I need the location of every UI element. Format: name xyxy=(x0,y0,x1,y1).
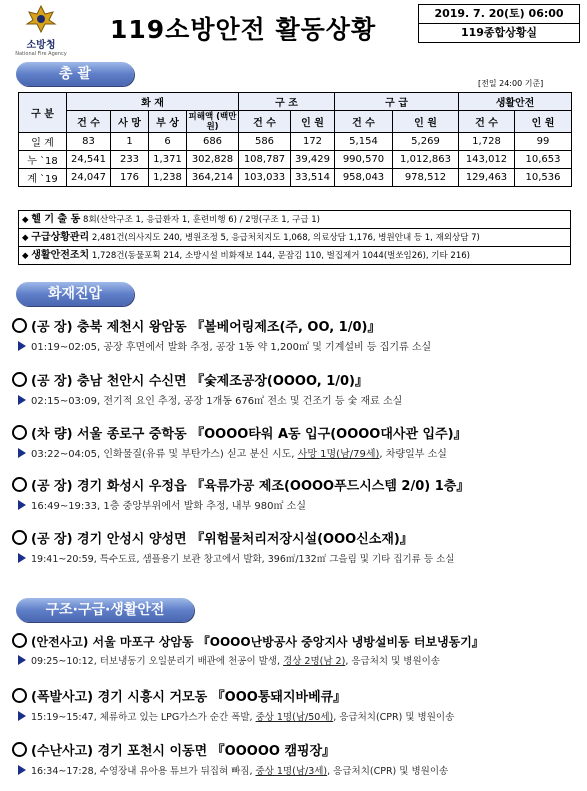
triangle-bullet-icon xyxy=(18,448,26,458)
table-cell: 83 xyxy=(67,133,111,151)
fire-incident xyxy=(12,425,578,465)
casualty-text: 사망 1명(남/79세) xyxy=(297,449,380,460)
col-header: 인 원 xyxy=(515,111,572,133)
casualty-text: 경상 2명(남 2) xyxy=(283,656,346,667)
incident-detail-tail: , 차량일부 소실 xyxy=(379,449,447,460)
report-date: 2019. 7. 20(토) 06:00 xyxy=(434,7,564,20)
table-cell: 364,214 xyxy=(187,169,239,187)
row-label: 일 계 xyxy=(19,133,67,151)
group-fire: 화 재 xyxy=(67,93,239,111)
circle-bullet-icon xyxy=(12,425,27,440)
casualty-text: 중상 1명(남/50세) xyxy=(255,712,334,723)
circle-bullet-icon xyxy=(12,633,27,648)
summary-table xyxy=(18,92,572,187)
incident-detail: 01:19~02:05, 공장 후면에서 발화 추정, 공장 1동 약 1,200㎡ 및 기계설비 등 집기류 소실 xyxy=(31,342,432,353)
incident-detail: 09:25~10:12, 터보냉동기 오일분리기 배관에 천공이 발생, xyxy=(31,656,284,667)
section-fire: 화재진압 xyxy=(16,282,134,306)
table-cell: 5,269 xyxy=(393,133,459,151)
office-name: 119종합상황실 xyxy=(419,23,579,42)
fire-incident xyxy=(12,530,578,570)
incident-title: (차 량) 서울 종로구 중학동 『OOOO타워 A동 입구(OOOO대사관 입주)』 xyxy=(31,427,467,442)
emblem-icon xyxy=(23,4,59,34)
col-header: 건 수 xyxy=(239,111,291,133)
incident-detail-tail: , 응급처치 및 병원이송 xyxy=(345,656,440,667)
table-row xyxy=(19,151,572,169)
section-rescue: 구조·구급·생활안전 xyxy=(16,598,194,622)
table-cell: 958,043 xyxy=(335,169,393,187)
rescue-incident xyxy=(12,742,578,782)
table-cell: 99 xyxy=(515,133,572,151)
section-summary: 총 괄 xyxy=(16,62,134,86)
table-cell: 10,653 xyxy=(515,151,572,169)
incident-title: (폭발사고) 경기 시흥시 거모동 『OOO통돼지바베큐』 xyxy=(31,690,347,705)
row-label: 누 `18 xyxy=(19,151,67,169)
table-cell: 586 xyxy=(239,133,291,151)
table-cell: 233 xyxy=(111,151,149,169)
table-cell: 1,371 xyxy=(149,151,187,169)
col-header: 부 상 xyxy=(149,111,187,133)
casualty-text: 중상 1명(남/3세) xyxy=(255,766,328,777)
page-title: 119소방안전 활동상황 xyxy=(110,15,377,44)
table-cell: 1 xyxy=(111,133,149,151)
table-cell: 103,033 xyxy=(239,169,291,187)
triangle-bullet-icon xyxy=(18,765,26,775)
incident-detail: 16:34~17:28, 수영장내 유아용 튜브가 뒤집혀 빠짐, xyxy=(31,766,256,777)
triangle-bullet-icon xyxy=(18,341,26,351)
circle-bullet-icon xyxy=(12,742,27,757)
incident-title: (공 장) 경기 화성시 우정읍 『육류가공 제조(OOOO푸드시스템 2/0) 1층』 xyxy=(31,479,470,494)
incident-title: (공 장) 충남 천안시 수신면 『숯제조공장(OOOO, 1/0)』 xyxy=(31,374,368,389)
triangle-bullet-icon xyxy=(18,553,26,563)
table-row xyxy=(19,169,572,187)
table-cell: 33,514 xyxy=(291,169,335,187)
group-ems: 구 급 xyxy=(335,93,459,111)
note-label: 헬 기 출 동 xyxy=(31,214,81,225)
col-header: 사 망 xyxy=(111,111,149,133)
note-safety: ◆ 생활안전조치 1,728건(동물포획 214, 소방시설 비화재보 144, 문잠김 110, 벌집제거 1044(벌쏘임26), 기타 216) xyxy=(18,247,571,265)
rescue-incident xyxy=(12,632,578,672)
col-header: 인 원 xyxy=(291,111,335,133)
table-cell: 39,429 xyxy=(291,151,335,169)
table-cell: 24,047 xyxy=(67,169,111,187)
table-cell: 686 xyxy=(187,133,239,151)
table-cell: 108,787 xyxy=(239,151,291,169)
note-text: 8회(산악구조 1, 응급환자 1, 훈련비행 6) / 2명(구조 1, 구급 1) xyxy=(83,215,320,225)
agency-logo xyxy=(10,4,72,57)
group-rescue: 구 조 xyxy=(239,93,335,111)
triangle-bullet-icon xyxy=(18,395,26,405)
note-helicopter: ◆ 헬 기 출 동 8회(산악구조 1, 응급환자 1, 훈련비행 6) / 2명(구조 1, 구급 1) xyxy=(18,210,571,229)
as-of-label: [전일 24:00 기준] xyxy=(478,79,544,88)
circle-bullet-icon xyxy=(12,372,27,387)
table-cell: 176 xyxy=(111,169,149,187)
table-cell: 1,728 xyxy=(459,133,515,151)
circle-bullet-icon xyxy=(12,477,27,492)
group-safety: 생활안전 xyxy=(459,93,572,111)
triangle-bullet-icon xyxy=(18,711,26,721)
table-row xyxy=(19,133,572,151)
date-box xyxy=(418,4,580,43)
table-cell: 5,154 xyxy=(335,133,393,151)
incident-detail: 19:41~20:59, 특수도료, 샘플용기 보관 창고에서 발화, 396㎡/132㎡ 그을림 및 기타 집기류 등 소실 xyxy=(31,554,455,565)
fire-incident xyxy=(12,477,578,517)
note-label: 생활안전조치 xyxy=(31,250,90,261)
incident-detail: 15:19~15:47, 체류하고 있는 LPG가스가 순간 폭발, xyxy=(31,712,256,723)
table-cell: 24,541 xyxy=(67,151,111,169)
incident-detail: 03:22~04:05, 인화물질(유류 및 부탄가스) 싣고 분신 시도, xyxy=(31,449,298,460)
agency-name: 소방청 xyxy=(26,40,56,51)
triangle-bullet-icon xyxy=(18,655,26,665)
row-label: 계 `19 xyxy=(19,169,67,187)
table-cell: 129,463 xyxy=(459,169,515,187)
fire-incident xyxy=(12,318,578,358)
col-header: 건 수 xyxy=(335,111,393,133)
circle-bullet-icon xyxy=(12,688,27,703)
incident-title: (공 장) 충북 제천시 왕암동 『볼베어링제조(주, OO, 1/0)』 xyxy=(31,320,381,335)
col-header: 건 수 xyxy=(459,111,515,133)
triangle-bullet-icon xyxy=(18,500,26,510)
incident-detail: 16:49~19:33, 1층 중앙부위에서 발화 추정, 내부 980㎡ 소실 xyxy=(31,501,306,512)
incident-title: (수난사고) 경기 포천시 이동면 『OOOOO 캠핑장』 xyxy=(31,744,336,759)
circle-bullet-icon xyxy=(12,318,27,333)
note-text: 1,728건(동물포획 214, 소방시설 비화재보 144, 문잠김 110, 벌집제거 1044(벌쏘임26), 기타 216) xyxy=(91,251,470,261)
table-cell: 172 xyxy=(291,133,335,151)
note-label: 구급상황관리 xyxy=(31,232,90,243)
col-header: 피해액 (백만원) xyxy=(187,111,239,133)
table-cell: 302,828 xyxy=(187,151,239,169)
table-cell: 10,536 xyxy=(515,169,572,187)
table-cell: 6 xyxy=(149,133,187,151)
note-text: 2,481건(의사지도 240, 병원조정 5, 응급처치지도 1,068, 의료상담 1,176, 병원안내 등 1, 재외상담 7) xyxy=(91,233,480,243)
incident-detail-tail: , 응급처치(CPR) 및 병원이송 xyxy=(333,712,455,723)
rescue-incident xyxy=(12,688,578,728)
incident-detail-tail: , 응급처치(CPR) 및 병원이송 xyxy=(327,766,449,777)
circle-bullet-icon xyxy=(12,530,27,545)
table-cell: 143,012 xyxy=(459,151,515,169)
col-header: 인 원 xyxy=(393,111,459,133)
agency-name-en: National Fire Agency xyxy=(15,51,67,57)
table-cell: 1,238 xyxy=(149,169,187,187)
incident-detail: 02:15~03:09, 전기적 요인 추정, 공장 1개동 676㎡ 전소 및 건조기 등 숯 재료 소실 xyxy=(31,396,403,407)
col-header: 건 수 xyxy=(67,111,111,133)
incident-title: (공 장) 경기 안성시 양성면 『위험물처리저장시설(OOO신소재)』 xyxy=(31,532,413,547)
incident-title: (안전사고) 서울 마포구 상암동 『OOOO난방공사 중앙지사 냉방설비동 터보냉동기』 xyxy=(31,635,484,649)
table-cell: 1,012,863 xyxy=(393,151,459,169)
note-ems-management: ◆ 구급상황관리 2,481건(의사지도 240, 병원조정 5, 응급처치지도 1,068, 의료상담 1,176, 병원안내 등 1, 재외상담 7) xyxy=(18,229,571,247)
table-cell: 990,570 xyxy=(335,151,393,169)
table-cell: 978,512 xyxy=(393,169,459,187)
header-category: 구 분 xyxy=(19,93,67,133)
fire-incident xyxy=(12,372,578,412)
summary-notes xyxy=(18,210,571,265)
